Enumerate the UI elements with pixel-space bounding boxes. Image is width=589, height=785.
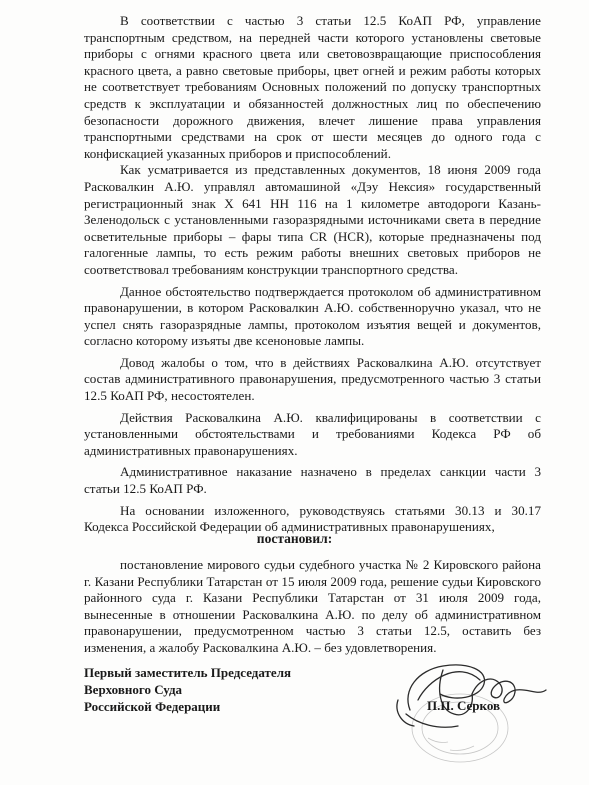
decision-heading: постановил: [256,531,333,546]
paragraph-qualification: Действия Расковалкина А.Ю. квалифицированы в соответствии с установленными обстоятельствами и требованиями Кодекса РФ об административных правонарушениях. [84,409,541,458]
paragraph-circumstances: Как усматривается из представленных документов, 18 июня 2009 года Расковалкин А.Ю. управлял автомашиной «Дэу Нексия» государственный регистрационный знак Х 641 НН 116 на 1 километре автодороги Казань-Зеленодольск с установленными газоразрядными источниками света в передние осветительные приборы – фары типа CR (HCR), которые предназначены под галогенные лампы, то есть режим работы внешних световых приборов не соответствовал требованиям конструкции транспортного средства. [84,162,541,277]
document-body [84,13,541,536]
signatory-name: П.П. Серков [427,698,501,713]
paragraph-evidence: Данное обстоятельство подтверждается протоколом об административном правонарушении, в котором Расковалкин А.Ю. собственноручно указал, что не успел снять газоразрядные лампы, протоколом изъятия вещей и документов, согласно которому изъяты две ксеноновые лампы. [84,283,541,349]
paragraph-complaint-argument: Довод жалобы о том, что в действиях Расковалкина А.Ю. отсутствует состав административного правонарушения, предусмотренного частью 3 статьи 12.5 КоАП РФ, несостоятелен. [84,354,541,404]
paragraph-penalty: Административное наказание назначено в пределах санкции части 3 статьи 12.5 КоАП РФ. [84,464,541,497]
paragraph-legal-norm: В соответствии с частью 3 статьи 12.5 КоАП РФ, управление транспортным средством, на передней части которого установлены световые приборы с огнями красного цвета или световозвращающие приспособления красного цвета, а равно световые приборы, цвет огней и режим работы которых не соответствует требованиям Основных положений по допуску транспортных средств к эксплуатации и обязанностей должностных лиц по обеспечению безопасности дорожного движения, влечет лишение права управления транспортными средствами на срок от шести месяцев до одного года с конфискацией указанных приборов и приспособлений. [84,13,541,161]
paragraph-legal-basis: На основании изложенного, руководствуясь статьями 30.13 и 30.17 Кодекса Российской Федерации об административных правонарушениях, [84,502,541,535]
signatory-title-line: Первый заместитель Председателя [84,665,292,680]
signatory-title-line: Верховного Суда [84,682,183,697]
signatory-title [84,664,291,715]
decision-paragraph: постановление мирового судьи судебного участка № 2 Кировского района г. Казани Республики Татарстан от 15 июля 2009 года, решение судьи Кировского районного суда г. Казани Республики Татарстан от 31 июля 2009 года, вынесенные в отношении Расковалкина А.Ю. по делу об административном правонарушении, предусмотренном частью 3 статьи 12.5, оставить без изменения, а жалобу Расковалкина А.Ю. – без удовлетворения. [84,557,541,655]
signatory-title-line: Российской Федерации [84,699,221,714]
